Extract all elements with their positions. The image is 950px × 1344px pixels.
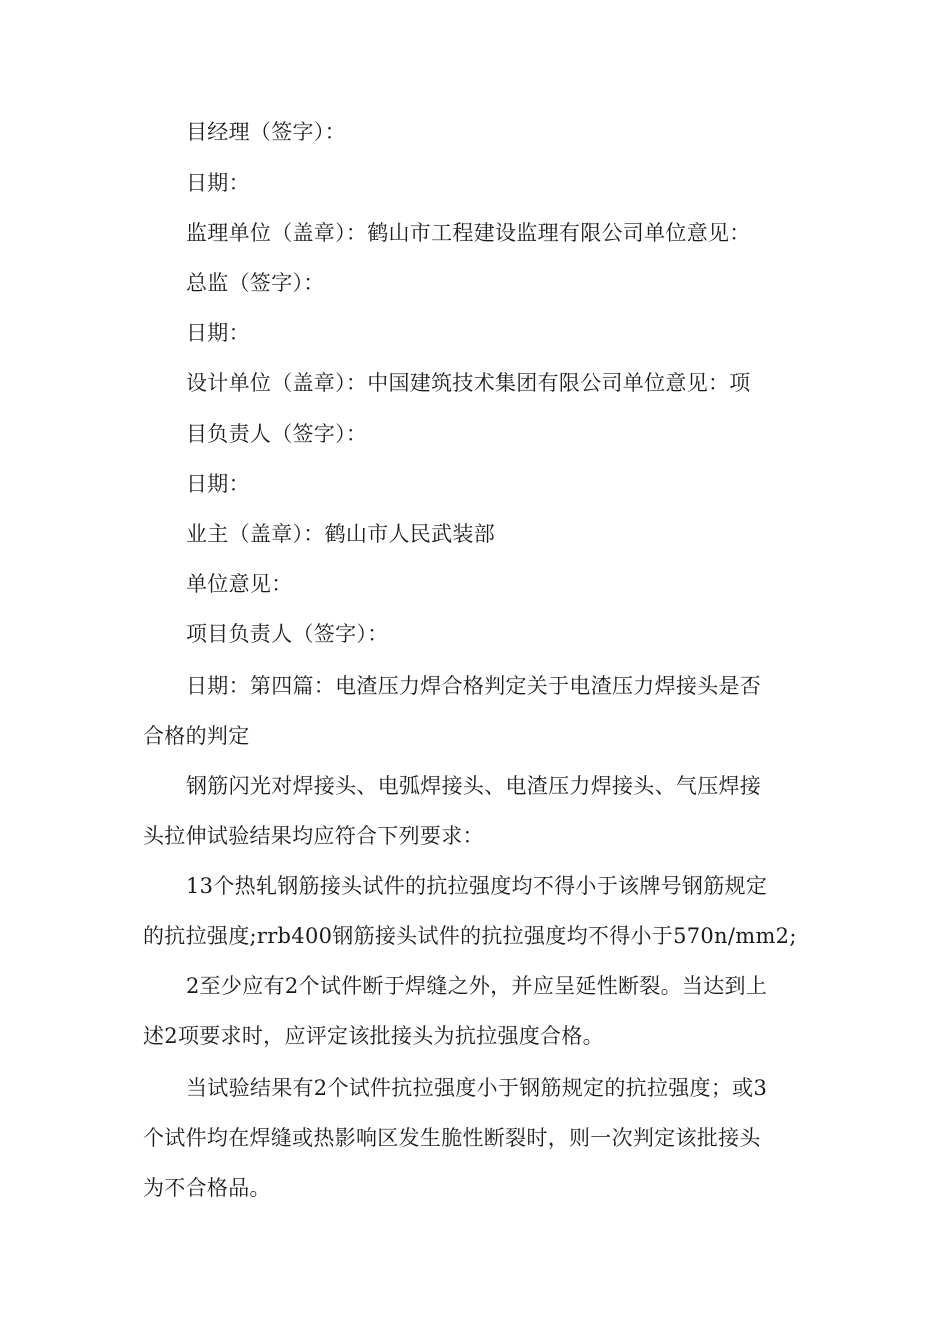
text-line: 合格的判定 (143, 724, 250, 748)
text-line: 为不合格品。 (143, 1176, 271, 1200)
text-line: 当试验结果有2个试件抗拉强度小于钢筋规定的抗拉强度；或3 (186, 1076, 768, 1100)
text-line: 目负责人（签字）： (186, 422, 368, 446)
text-line: 监理单位（盖章）：鹤山市工程建设监理有限公司单位意见： (186, 221, 751, 245)
text-line: 日期： (186, 472, 250, 496)
text-line: 项目负责人（签字）： (186, 622, 389, 646)
text-line: 设计单位（盖章）：中国建筑技术集团有限公司单位意见：项 (186, 371, 751, 395)
text-line: 头拉伸试验结果均应符合下列要求： (143, 824, 484, 848)
text-line: 钢筋闪光对焊接头、电弧焊接头、电渣压力焊接头、气压焊接 (186, 774, 762, 798)
text-line: 个试件均在焊缝或热影响区发生脆性断裂时，则一次判定该批接头 (143, 1126, 761, 1150)
text-line: 单位意见： (186, 572, 293, 596)
text-line: 业主（盖章）：鹤山市人民武装部 (186, 522, 495, 546)
text-line: 日期： (186, 171, 250, 195)
text-line: 总监（签字）： (186, 271, 325, 295)
text-line: 的抗拉强度;rrb400钢筋接头试件的抗拉强度均不得小于570n/mm2; (143, 924, 797, 948)
text-line: 日期： (186, 321, 250, 345)
text-line: 目经理（签字）： (186, 120, 346, 144)
text-line: 述2项要求时，应评定该批接头为抗拉强度合格。 (143, 1024, 604, 1048)
text-line: 日期：第四篇：电渣压力焊合格判定关于电渣压力焊接头是否 (186, 674, 762, 698)
text-line: 2至少应有2个试件断于焊缝之外，并应呈延性断裂。当达到上 (186, 974, 768, 998)
text-line: 13个热轧钢筋接头试件的抗拉强度均不得小于该牌号钢筋规定 (186, 874, 768, 898)
